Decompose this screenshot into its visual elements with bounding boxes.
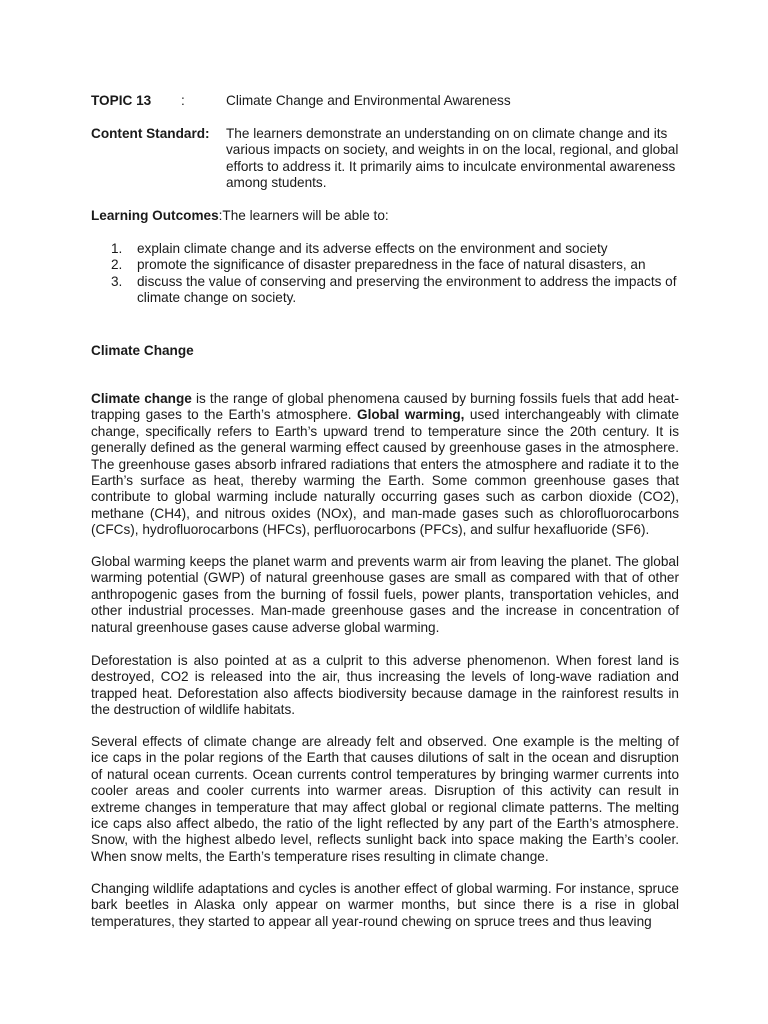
learning-outcomes-label: Learning Outcomes (91, 208, 219, 223)
paragraph-global-warming: Global warming keeps the planet warm and prevents warm air from leaving the planet. The global warming potential (GWP) of natural greenhouse gases are small as compared with that of other anthropogenic gases from the burning of fossil fuels, power plants, transportation vehicles, and other industrial processes. Man-made greenhouse gases and the increase in concentration of natural greenhouse gases cause adverse global warming. (91, 554, 679, 635)
outcomes-list (91, 241, 686, 307)
list-text: discuss the value of conserving and preserving the environment to address the impacts of climate change on society. (137, 273, 677, 306)
paragraph-deforestation: Deforestation is also pointed at as a culprit to this adverse phenomenon. When forest land is destroyed, CO2 is released into the air, thus increasing the levels of long-wave radiation and trapped heat. Deforestation also affects biodiversity because damage in the rainforest results in the destruction of wildlife habitats. (91, 653, 679, 718)
topic-colon: : (181, 93, 185, 108)
term-climate-change: Climate change (91, 391, 192, 406)
paragraph-effects: Several effects of climate change are already felt and observed. One example is the melting of ice caps in the polar regions of the Earth that causes dilutions of salt in the ocean and disruption of natural ocean currents. Ocean currents control temperatures by bringing warmer currents into cooler areas and cooler currents into warmer areas. Disruption of this activity can result in extreme changes in temperature that may affect global or regional climate patterns. The melting ice caps also affect albedo, the ratio of the light reflected by any part of the Earth’s atmosphere. Snow, with the highest albedo level, reflects sunlight back into space making the Earth’s cooler. When snow melts, the Earth’s temperature rises resulting in climate change. (91, 734, 679, 864)
paragraph-text: is the range of global phenomena caused by burning fossils fuels that add heat-trapping gases to the Earth’s atmosphere. (91, 391, 680, 423)
learning-outcomes-intro: :The learners will be able to: (218, 208, 389, 223)
learning-outcomes-heading (91, 208, 389, 224)
list-number: 3. (111, 273, 123, 289)
list-item (91, 241, 686, 257)
paragraph-text: used interchangeably with climate change, specifically refers to Earth’s upward trend to temperature since the 20th century. It is generally defined as the general warming effect caused by greenhouse gases in the atmosphere. The greenhouse gases absorb infrared radiations that enters the atmosphere and radiate it to the Earth’s surface as heat, thereby warming the Earth. Some common greenhouse gases that contribute to global warming include naturally occurring gases such as carbon dioxide (CO2), methane (CH4), and nitrous oxides (NOx), and man-made gases such as chlorofluorocarbons (CFCs), hydrofluorocarbons (HFCs), perfluorocarbons (PFCs), and sulfur hexafluoride (SF6). (91, 407, 680, 538)
content-standard-text: The learners demonstrate an understanding on on climate change and its various impacts on society, and weights in on the local, regional, and global efforts to address it. It primarily aims to inculcate environmental awareness among students. (226, 126, 679, 191)
term-global-warming: Global warming, (357, 407, 465, 423)
paragraph-wildlife: Changing wildlife adaptations and cycles is another effect of global warming. For instance, spruce bark beetles in Alaska only appear on warmer months, but since there is a rise in global temperatures, they started to appear all year-round chewing on spruce trees and thus leaving (91, 881, 679, 929)
section-title: Climate Change (91, 343, 194, 358)
list-number: 2. (111, 257, 123, 273)
list-item (91, 274, 686, 307)
list-item (91, 257, 686, 273)
list-text: promote the significance of disaster preparedness in the face of natural disasters, an (137, 257, 646, 273)
paragraph-climate-change (91, 391, 679, 539)
list-number: 1. (111, 241, 123, 256)
topic-label: TOPIC 13 (91, 93, 152, 108)
topic-title: Climate Change and Environmental Awareness (226, 93, 511, 108)
content-standard-label: Content Standard: (91, 126, 210, 141)
list-text: explain climate change and its adverse effects on the environment and society (137, 241, 608, 256)
